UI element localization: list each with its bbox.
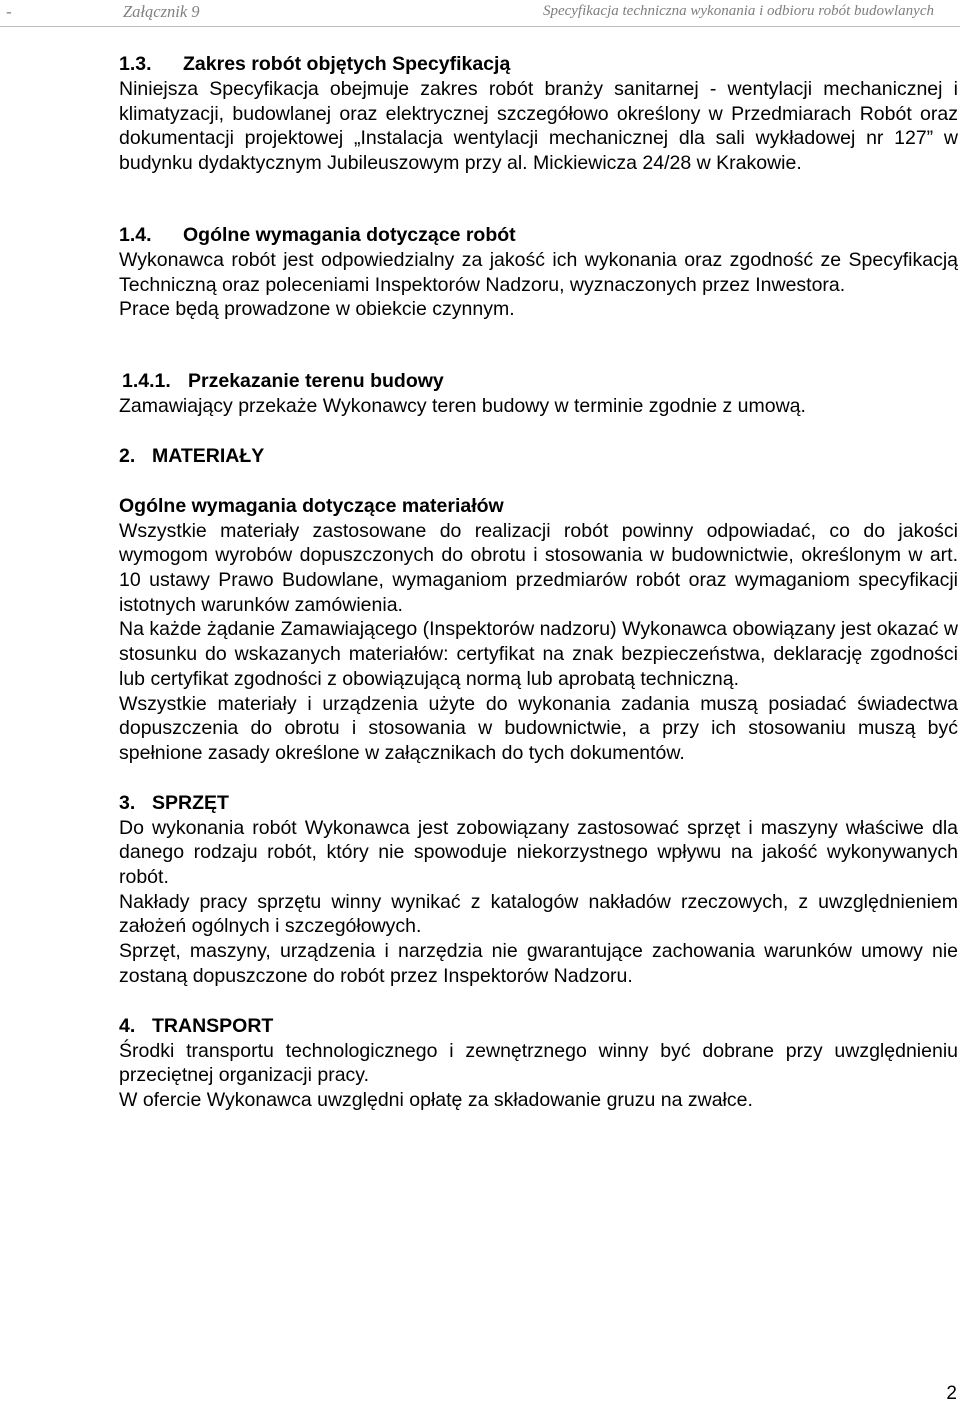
section-1-4-1-paragraph: Zamawiający przekaże Wykonawcy teren budowy w terminie zgodnie z umową.	[119, 394, 806, 417]
section-4-paragraph-2: W ofercie Wykonawca uwzględni opłatę za składowanie gruzu na zwałce.	[119, 1088, 753, 1111]
section-2-number: 2.	[119, 444, 136, 467]
section-3-paragraph-1: Do wykonania robót Wykonawca jest zobowiązany zastosować sprzęt i maszyny właściwe dla danego rodzaju robót, który nie spowoduje niekorzystnego wpływu na jakość wykonywanych robót.	[119, 816, 958, 889]
section-4-title: TRANSPORT	[152, 1014, 274, 1037]
section-1-3-paragraph: Niniejsza Specyfikacja obejmuje zakres robót branży sanitarnej - wentylacji mechanicznej i klimatyzacji, budowlanej oraz elektrycznej szczegółowo określony w Przedmiarach Robót oraz dokumentacji projektowej „Instalacja wentylacji mechanicznej dla sali wykładowej nr 127” w budynku dydaktycznym Jubileuszowym przy al. Mickiewicza 24/28 w Krakowie.	[119, 78, 958, 175]
section-3-title: SPRZĘT	[152, 791, 229, 814]
section-1-4-paragraph-1: Wykonawca robót jest odpowiedzialny za jakość ich wykonania oraz zgodność ze Specyfikacją Techniczną oraz poleceniami Inspektorów Nadzoru, wyznaczonych przez Inwestora.	[119, 248, 958, 296]
section-2-paragraph-3: Wszystkie materiały i urządzenia użyte do wykonania zadania muszą posiadać świadectwa dopuszczenia do obrotu i stosowania w budownictwie, a przy ich stosowaniu muszą być spełnione zasady określone w załącznikach do tych dokumentów.	[119, 692, 958, 764]
section-4-heading	[119, 1014, 958, 1039]
section-1-4-paragraph-2: Prace będą prowadzone w obiekcie czynnym.	[119, 298, 515, 321]
section-2-title: MATERIAŁY	[152, 444, 265, 467]
section-3-heading	[119, 791, 958, 816]
section-1-4-1-title: Przekazanie terenu budowy	[188, 369, 444, 392]
section-4-paragraph-1: Środki transportu technologicznego i zewnętrznego winny być dobrane przy uwzględnieniu przeciętnej organizacji pracy.	[119, 1039, 958, 1087]
section-1-4-1-number: 1.4.1.	[122, 369, 171, 392]
section-1-4-heading	[119, 223, 958, 248]
section-2-paragraph-1: Wszystkie materiały zastosowane do realizacji robót powinny odpowiadać, co do jakości wymogom wyrobów dopuszczonych do obrotu i stosowania w budownictwie, określonym w art. 10 ustawy Prawo Budowlane, wymaganiom przedmiarów robót oraz wymaganiom specyfikacji istotnych warunków zamówienia.	[119, 519, 958, 616]
section-1-3-title: Zakres robót objętych Specyfikacją	[183, 53, 511, 75]
section-3-paragraph-2: Nakłady pracy sprzętu winny wynikać z katalogów nakładów rzeczowych, z uwzględnieniem założeń ogólnych i szczegółowych.	[119, 890, 958, 938]
section-4-number: 4.	[119, 1014, 136, 1037]
section-1-3-heading	[119, 52, 958, 77]
header-document-title: Specyfikacja techniczna wykonania i odbioru robót budowlanych	[542, 3, 934, 19]
section-1-4-1-heading	[119, 369, 958, 394]
header-dash: -	[6, 2, 12, 21]
section-2-heading	[119, 444, 958, 469]
section-2-paragraph-2: Na każde żądanie Zamawiającego (Inspektorów nadzoru) Wykonawca obowiązany jest okazać w stosunku do wskazanych materiałów: certyfikat na znak bezpieczeństwa, deklarację zgodności lub certyfikat zgodności z obowiązującą normą lub aprobatą techniczną.	[119, 618, 958, 690]
header-rule	[0, 26, 960, 27]
page-number: 2	[946, 1383, 957, 1404]
document-body	[119, 52, 958, 1113]
header-attachment-label: Załącznik 9	[123, 2, 200, 21]
section-1-4-number: 1.4.	[119, 223, 152, 246]
section-1-4-title: Ogólne wymagania dotyczące robót	[183, 223, 516, 246]
section-1-3-number: 1.3.	[119, 53, 152, 75]
section-2-subheading: Ogólne wymagania dotyczące materiałów	[119, 494, 504, 517]
page-header	[0, 0, 960, 30]
section-3-paragraph-3: Sprzęt, maszyny, urządzenia i narzędzia nie gwarantujące zachowania warunków umowy nie zostaną dopuszczone do robót przez Inspektorów Nadzoru.	[119, 940, 958, 987]
section-3-number: 3.	[119, 791, 136, 814]
